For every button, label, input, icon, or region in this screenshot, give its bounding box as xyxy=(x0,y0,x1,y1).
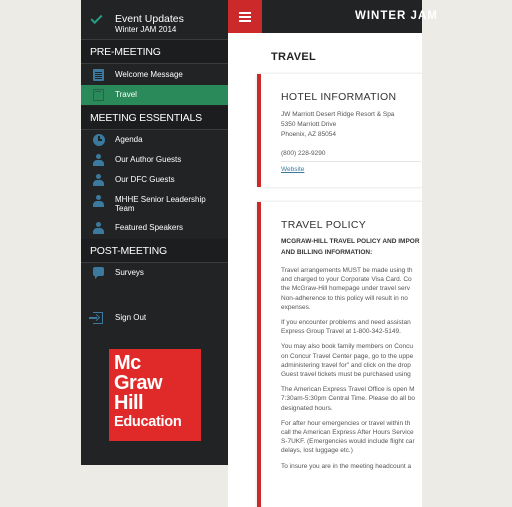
hotel-website-link[interactable]: Website xyxy=(281,166,305,173)
policy-line: For after hour emergencies or travel within th xyxy=(281,419,411,427)
page-title: TRAVEL xyxy=(271,51,316,63)
policy-line: S-7UKF. (Emergencies would include flight car xyxy=(281,438,415,446)
policy-line: designated hours. xyxy=(281,404,333,412)
sidebar-item-label: Surveys xyxy=(115,268,144,277)
sidebar-item-label: Welcome Message xyxy=(115,70,183,79)
hotel-name: JW Marriott Desert Ridge Resort & Spa xyxy=(281,111,395,118)
sidebar-item-label: Agenda xyxy=(115,135,143,144)
sidebar-item-senior-leadership[interactable] xyxy=(81,190,228,218)
policy-line: and charged to your Corporate Visa Card. Co xyxy=(281,276,412,284)
person-icon xyxy=(93,174,104,186)
policy-line: To insure you are in the meeting headcount a xyxy=(281,462,412,470)
event-title: Event Updates xyxy=(115,13,184,25)
section-pre-meeting xyxy=(81,40,228,64)
event-subtitle: Winter JAM 2014 xyxy=(115,25,177,34)
hotel-street: 5350 Marriott Drive xyxy=(281,121,337,128)
section-label: MEETING ESSENTIALS xyxy=(90,112,202,124)
mcgraw-hill-logo xyxy=(109,349,201,441)
policy-line: Travel arrangements MUST be made using th xyxy=(281,267,413,274)
sidebar-item-label: Our DFC Guests xyxy=(115,175,175,184)
event-header[interactable] xyxy=(81,0,228,40)
clock-icon xyxy=(93,134,105,146)
top-bar xyxy=(228,0,438,33)
section-post-meeting xyxy=(81,239,228,263)
policy-line: The American Express Travel Office is open M xyxy=(281,386,415,394)
app-title: WINTER JAM xyxy=(355,10,438,22)
sign-out-label: Sign Out xyxy=(115,313,147,322)
logo-line: Graw xyxy=(114,372,163,394)
person-icon xyxy=(93,195,104,207)
sidebar-item-surveys[interactable] xyxy=(81,263,228,283)
policy-line: Express Group Travel at 1-800-342-5149. xyxy=(281,328,401,336)
sidebar-item-label: Our Author Guests xyxy=(115,155,182,164)
logo-line: Hill xyxy=(114,392,144,414)
policy-subhead: AND BILLING INFORMATION: xyxy=(281,249,373,256)
calendar-icon xyxy=(93,89,104,101)
policy-line: expenses. xyxy=(281,303,311,311)
person-icon xyxy=(93,222,104,234)
policy-line: the McGraw-Hill homepage under travel serv xyxy=(281,285,410,293)
main-content[interactable] xyxy=(228,33,422,507)
travel-policy-card xyxy=(257,202,422,507)
menu-button[interactable] xyxy=(228,0,262,33)
sidebar-item-label: Featured Speakers xyxy=(115,223,184,232)
sidebar-item-travel[interactable] xyxy=(81,85,228,105)
logo-line: Education xyxy=(114,414,182,430)
sidebar-item-dfc-guests[interactable] xyxy=(81,170,228,190)
sidebar-item-label: Travel xyxy=(115,90,137,99)
logo-line: Mc xyxy=(114,352,141,374)
section-label: POST-MEETING xyxy=(90,245,167,257)
hotel-city: Phoenix, AZ 85054 xyxy=(281,131,336,138)
policy-line: call the American Express After Hours Service xyxy=(281,429,414,436)
checkmark-icon xyxy=(90,12,102,24)
policy-line: Guest travel tickets must be purchased using xyxy=(281,371,411,378)
policy-line: 7:30am-5:30pm Central Time. Please do all bo xyxy=(281,395,416,403)
section-meeting-essentials xyxy=(81,106,228,130)
sidebar-item-featured-speakers[interactable] xyxy=(81,218,228,238)
policy-line: You may also book family members on Concu xyxy=(281,343,413,351)
sign-out-icon xyxy=(93,312,103,324)
policy-line: delays, lost luggage etc.) xyxy=(281,447,353,455)
sidebar-item-welcome-message[interactable] xyxy=(81,65,228,85)
chat-icon xyxy=(93,267,104,276)
policy-line: administering travel for" and click on the drop xyxy=(281,361,411,369)
divider xyxy=(281,161,421,162)
policy-line: Non-adherence to this policy will result in no xyxy=(281,294,408,302)
hotel-phone: (800) 228-9290 xyxy=(281,150,326,157)
policy-subhead: MCGRAW-HILL TRAVEL POLICY AND IMPOR xyxy=(281,238,420,245)
hamburger-icon xyxy=(239,12,251,14)
document-icon xyxy=(93,69,104,81)
policy-line: on Concur Travel Center page, go to the uppe xyxy=(281,352,414,360)
sidebar-item-label: MHHE Senior Leadership Team xyxy=(115,195,206,213)
sidebar-item-author-guests[interactable] xyxy=(81,150,228,170)
sign-out-button[interactable] xyxy=(81,308,228,328)
person-icon xyxy=(93,154,104,166)
hotel-heading: HOTEL INFORMATION xyxy=(281,91,397,103)
policy-heading: TRAVEL POLICY xyxy=(281,219,367,231)
policy-line: If you encounter problems and need assistan xyxy=(281,319,411,326)
hotel-information-card xyxy=(257,74,422,187)
sidebar xyxy=(81,0,228,465)
section-label: PRE-MEETING xyxy=(90,46,161,58)
sidebar-item-agenda[interactable] xyxy=(81,130,228,150)
